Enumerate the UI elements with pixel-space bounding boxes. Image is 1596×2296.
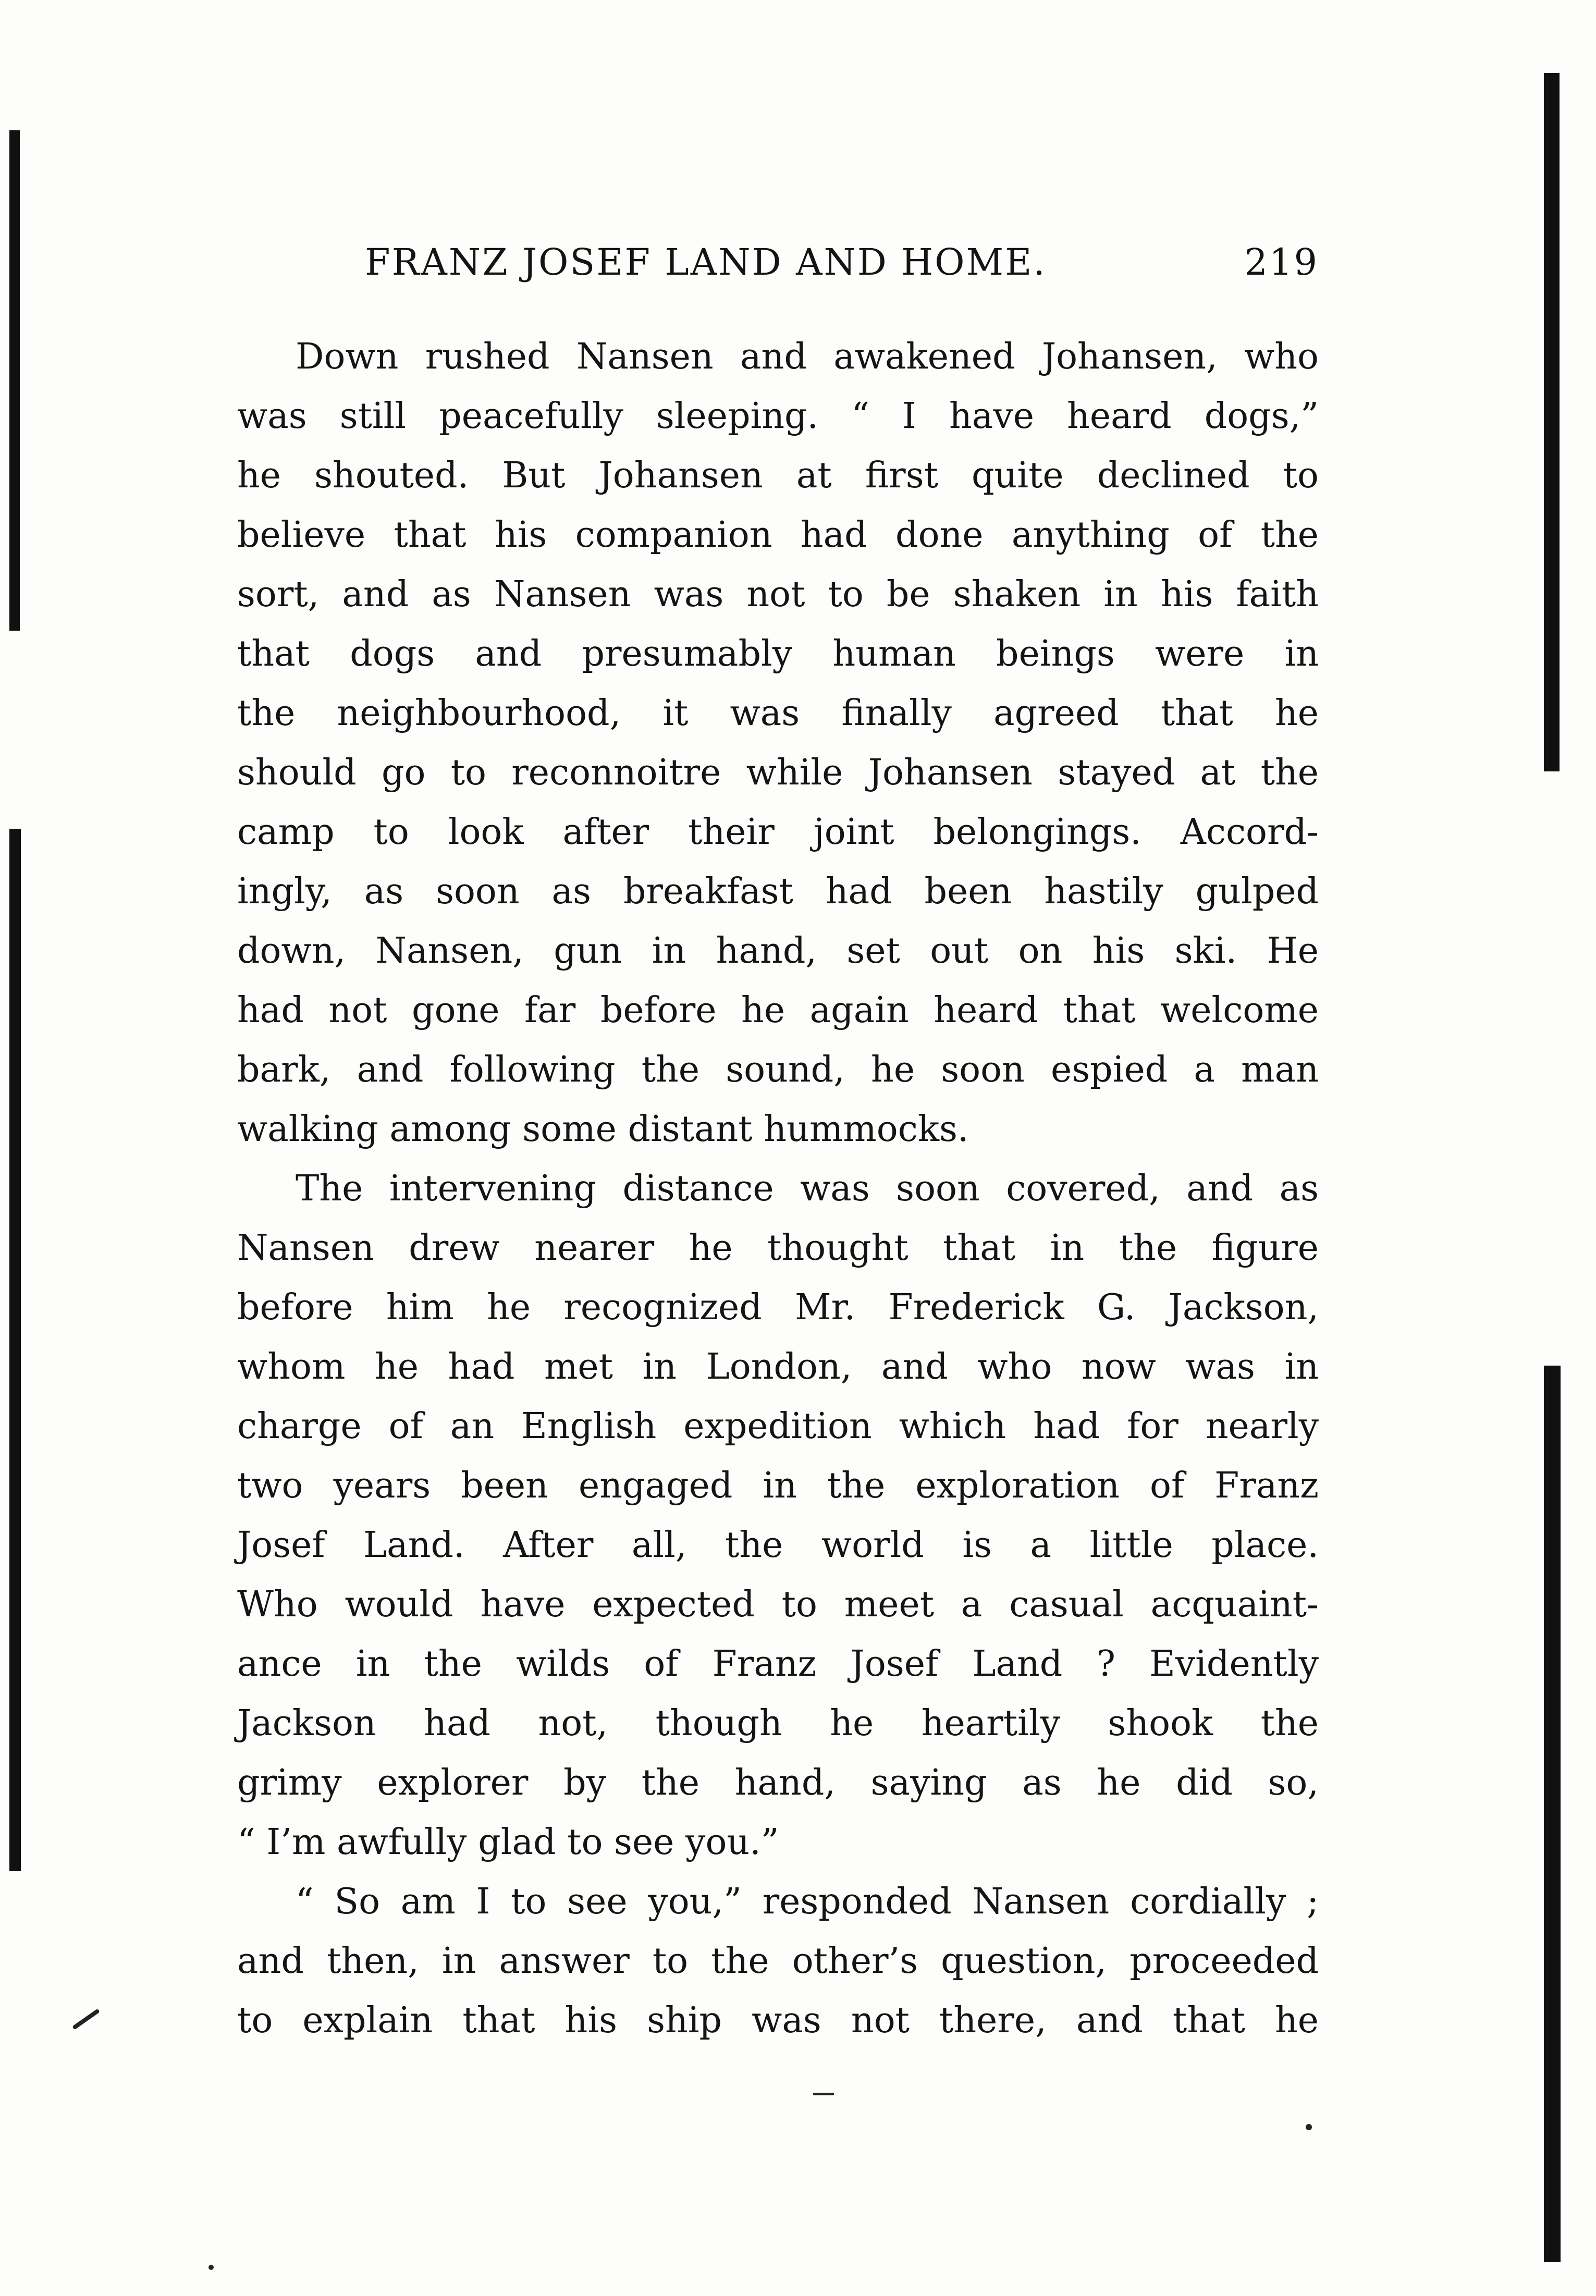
text-line: before him he recognized Mr. Frederick G. Jackson, (237, 1287, 1319, 1328)
text-line: “ I’m awfully glad to see you.” (237, 1822, 779, 1863)
body-text (237, 327, 1319, 2051)
text-line: had not gone far before he again heard that welcome (237, 990, 1319, 1031)
text-line: Who would have expected to meet a casual acquaint- (237, 1584, 1319, 1625)
text-line: should go to reconnoitre while Johansen stayed at the (237, 752, 1319, 793)
text-line: believe that his companion had done anything of the (237, 514, 1319, 556)
right-edge-bar-top (1544, 73, 1560, 771)
left-edge-bar-top (9, 130, 20, 631)
running-head (365, 241, 1319, 288)
page-number: 219 (1244, 241, 1319, 284)
text-line: walking among some distant hummocks. (237, 1109, 969, 1150)
text-line: whom he had met in London, and who now was in (237, 1346, 1319, 1388)
text-line: he shouted. But Johansen at first quite declined to (237, 455, 1319, 496)
text-line: bark, and following the sound, he soon espied a man (237, 1049, 1319, 1090)
page-speck (72, 2009, 100, 2030)
text-line: sort, and as Nansen was not to be shaken in his faith (237, 574, 1319, 615)
text-line: charge of an English expedition which had for nearly (237, 1406, 1319, 1447)
page-speck (813, 2093, 834, 2095)
text-line: “ So am I to see you,” responded Nansen cordially ; (296, 1881, 1319, 1922)
text-line: Jackson had not, though he heartily shook the (237, 1703, 1319, 1744)
text-line: the neighbourhood, it was finally agreed that he (237, 693, 1319, 734)
text-line: Nansen drew nearer he thought that in the figure (237, 1227, 1319, 1269)
text-line: and then, in answer to the other’s question, proceeded (237, 1941, 1319, 1982)
text-line: The intervening distance was soon covered, and as (296, 1168, 1319, 1209)
text-line: Down rushed Nansen and awakened Johansen, who (296, 336, 1319, 377)
text-line: camp to look after their joint belongings. Accord- (237, 812, 1319, 853)
running-title: FRANZ JOSEF LAND AND HOME. (365, 241, 1047, 284)
page-speck (208, 2265, 214, 2270)
right-edge-bar-bottom (1544, 1366, 1561, 2262)
text-line: was still peacefully sleeping. “ I have heard dogs,” (237, 396, 1319, 437)
text-line: to explain that his ship was not there, and that he (237, 2000, 1319, 2041)
text-line: grimy explorer by the hand, saying as he did so, (237, 1762, 1319, 1803)
text-line: that dogs and presumably human beings were in (237, 633, 1319, 674)
text-line: ingly, as soon as breakfast had been hastily gulped (237, 871, 1319, 912)
text-line: two years been engaged in the exploration of Franz (237, 1465, 1319, 1506)
page-speck (1306, 2124, 1312, 2130)
text-line: Josef Land. After all, the world is a little place. (237, 1525, 1319, 1566)
text-line: down, Nansen, gun in hand, set out on his ski. He (237, 930, 1319, 972)
text-line: ance in the wilds of Franz Josef Land ? Evidently (237, 1643, 1319, 1685)
left-edge-bar-bottom (9, 829, 21, 1871)
